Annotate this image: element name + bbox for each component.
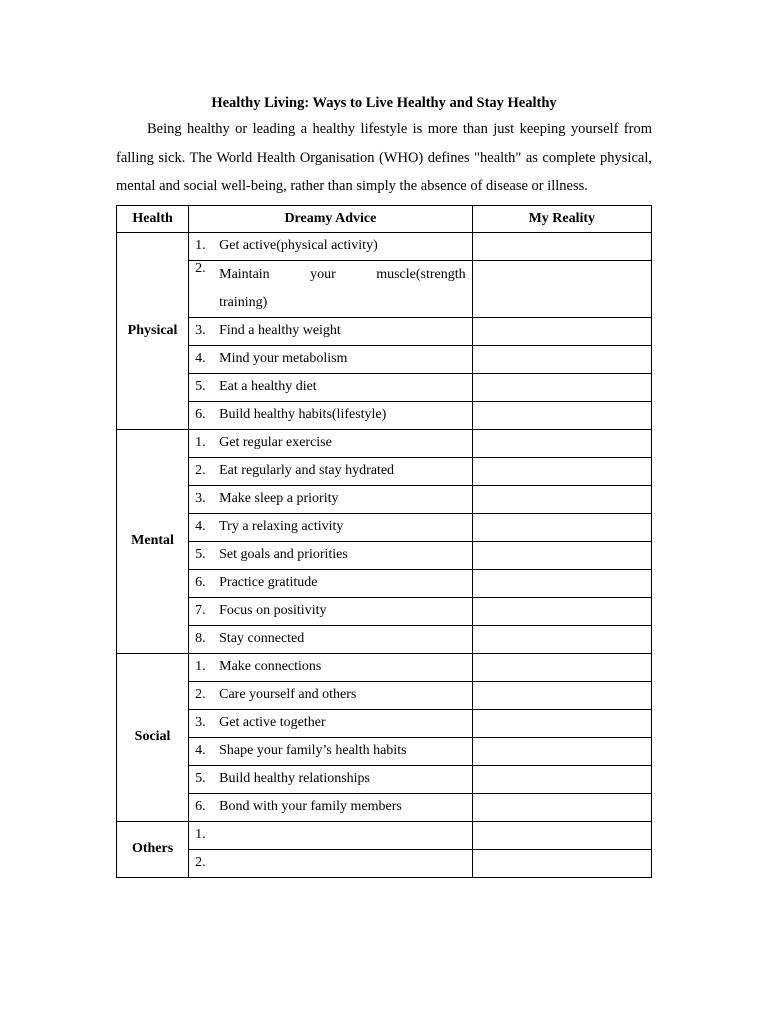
item-number: 4. [195,519,206,535]
reality-cell[interactable] [472,709,651,737]
advice-cell [189,457,473,485]
advice-cell [189,653,473,681]
table-row [117,541,652,569]
table-row [117,709,652,737]
advice-cell [189,485,473,513]
advice-cell [189,345,473,373]
advice-text: Make sleep a priority [219,491,339,507]
item-number: 4. [195,351,206,367]
intro-paragraph: Being healthy or leading a healthy lifestyle is more than just keeping yourself from falling sick. The World Health Organisation (WHO) defines "health" as complete physical, mental and social well-being, rather than simply the absence of disease or illness. [116,121,652,195]
advice-cell [189,541,473,569]
reality-cell[interactable] [472,765,651,793]
reality-cell[interactable] [472,401,651,429]
reality-cell[interactable] [472,317,651,345]
table-row [117,345,652,373]
advice-text: Build healthy relationships [219,771,370,787]
table-row [117,260,652,317]
item-number: 1. [195,435,206,451]
table-row [117,793,652,821]
advice-text: Eat a healthy diet [219,379,317,395]
advice-text-line: training) [219,294,268,310]
advice-text: Eat regularly and stay hydrated [219,463,395,479]
item-number: 4. [195,743,206,759]
document-page [116,93,652,878]
advice-text: Build healthy habits(lifestyle) [219,407,387,423]
table-row [117,317,652,345]
advice-cell [189,373,473,401]
advice-text: Get active together [219,715,326,731]
advice-text-line: Maintain your muscle(strength [219,266,466,282]
reality-cell[interactable] [472,793,651,821]
reality-cell[interactable] [472,849,651,877]
table-row [117,849,652,877]
table-row [117,429,652,457]
reality-cell[interactable] [472,597,651,625]
table-row [117,569,652,597]
reality-cell[interactable] [472,457,651,485]
reality-cell[interactable] [472,345,651,373]
advice-cell [189,625,473,653]
item-number: 1. [195,238,206,254]
item-number: 2. [195,463,206,479]
item-number: 1. [195,827,206,843]
advice-cell [189,793,473,821]
advice-cell [189,401,473,429]
item-number: 3. [195,491,206,507]
category-social: Social [117,653,189,821]
category-mental: Mental [117,429,189,653]
table-row [117,821,652,849]
reality-cell[interactable] [472,373,651,401]
advice-text: Try a relaxing activity [219,519,344,535]
item-number: 3. [195,323,206,339]
advice-cell [189,317,473,345]
item-number: 3. [195,715,206,731]
item-number: 2. [195,855,206,871]
table-row [117,765,652,793]
item-number: 2. [195,687,206,703]
advice-text: Get regular exercise [219,435,332,451]
reality-cell[interactable] [472,653,651,681]
health-advice-table [116,205,652,878]
advice-text [219,261,472,317]
item-number: 8. [195,631,206,647]
reality-cell[interactable] [472,513,651,541]
item-number: 5. [195,547,206,563]
advice-text: Bond with your family members [219,799,402,815]
table-row [117,597,652,625]
advice-cell [189,260,473,317]
advice-text: Care yourself and others [219,687,357,703]
advice-text: Find a healthy weight [219,323,341,339]
table-row [117,457,652,485]
table-row [117,373,652,401]
advice-cell [189,513,473,541]
header-my-reality: My Reality [472,205,651,232]
item-number: 5. [195,771,206,787]
advice-cell [189,765,473,793]
table-row [117,485,652,513]
header-health: Health [117,205,189,232]
reality-cell[interactable] [472,737,651,765]
advice-cell [189,569,473,597]
item-number: 2. [195,260,206,276]
category-physical: Physical [117,232,189,429]
item-number: 6. [195,575,206,591]
advice-text: Shape your family’s health habits [219,743,407,759]
advice-cell [189,597,473,625]
advice-cell [189,681,473,709]
table-row [117,681,652,709]
reality-cell[interactable] [472,260,651,317]
advice-cell [189,429,473,457]
document-title: Healthy Living: Ways to Live Healthy and Stay Healthy [211,95,557,111]
item-number: 6. [195,799,206,815]
reality-cell[interactable] [472,541,651,569]
reality-cell[interactable] [472,681,651,709]
header-dreamy-advice: Dreamy Advice [189,205,473,232]
item-number: 6. [195,407,206,423]
advice-cell [189,709,473,737]
item-number: 1. [195,659,206,675]
advice-text: Mind your metabolism [219,351,348,367]
advice-cell [189,849,473,877]
reality-cell[interactable] [472,569,651,597]
table-row [117,625,652,653]
reality-cell[interactable] [472,485,651,513]
advice-cell [189,232,473,260]
advice-text: Get active(physical activity) [219,238,378,254]
category-others: Others [117,821,189,877]
advice-cell [189,737,473,765]
advice-text: Stay connected [219,631,305,647]
reality-cell[interactable] [472,429,651,457]
table-row [117,401,652,429]
reality-cell[interactable] [472,625,651,653]
reality-cell[interactable] [472,232,651,260]
item-number: 7. [195,603,206,619]
item-number: 5. [195,379,206,395]
advice-text: Focus on positivity [219,603,327,619]
advice-text: Set goals and priorities [219,547,348,563]
table-header-row [117,205,652,232]
table-row [117,737,652,765]
advice-text: Practice gratitude [219,575,318,591]
advice-text: Make connections [219,659,322,675]
table-row [117,653,652,681]
table-row [117,232,652,260]
table-row [117,513,652,541]
advice-cell [189,821,473,849]
reality-cell[interactable] [472,821,651,849]
